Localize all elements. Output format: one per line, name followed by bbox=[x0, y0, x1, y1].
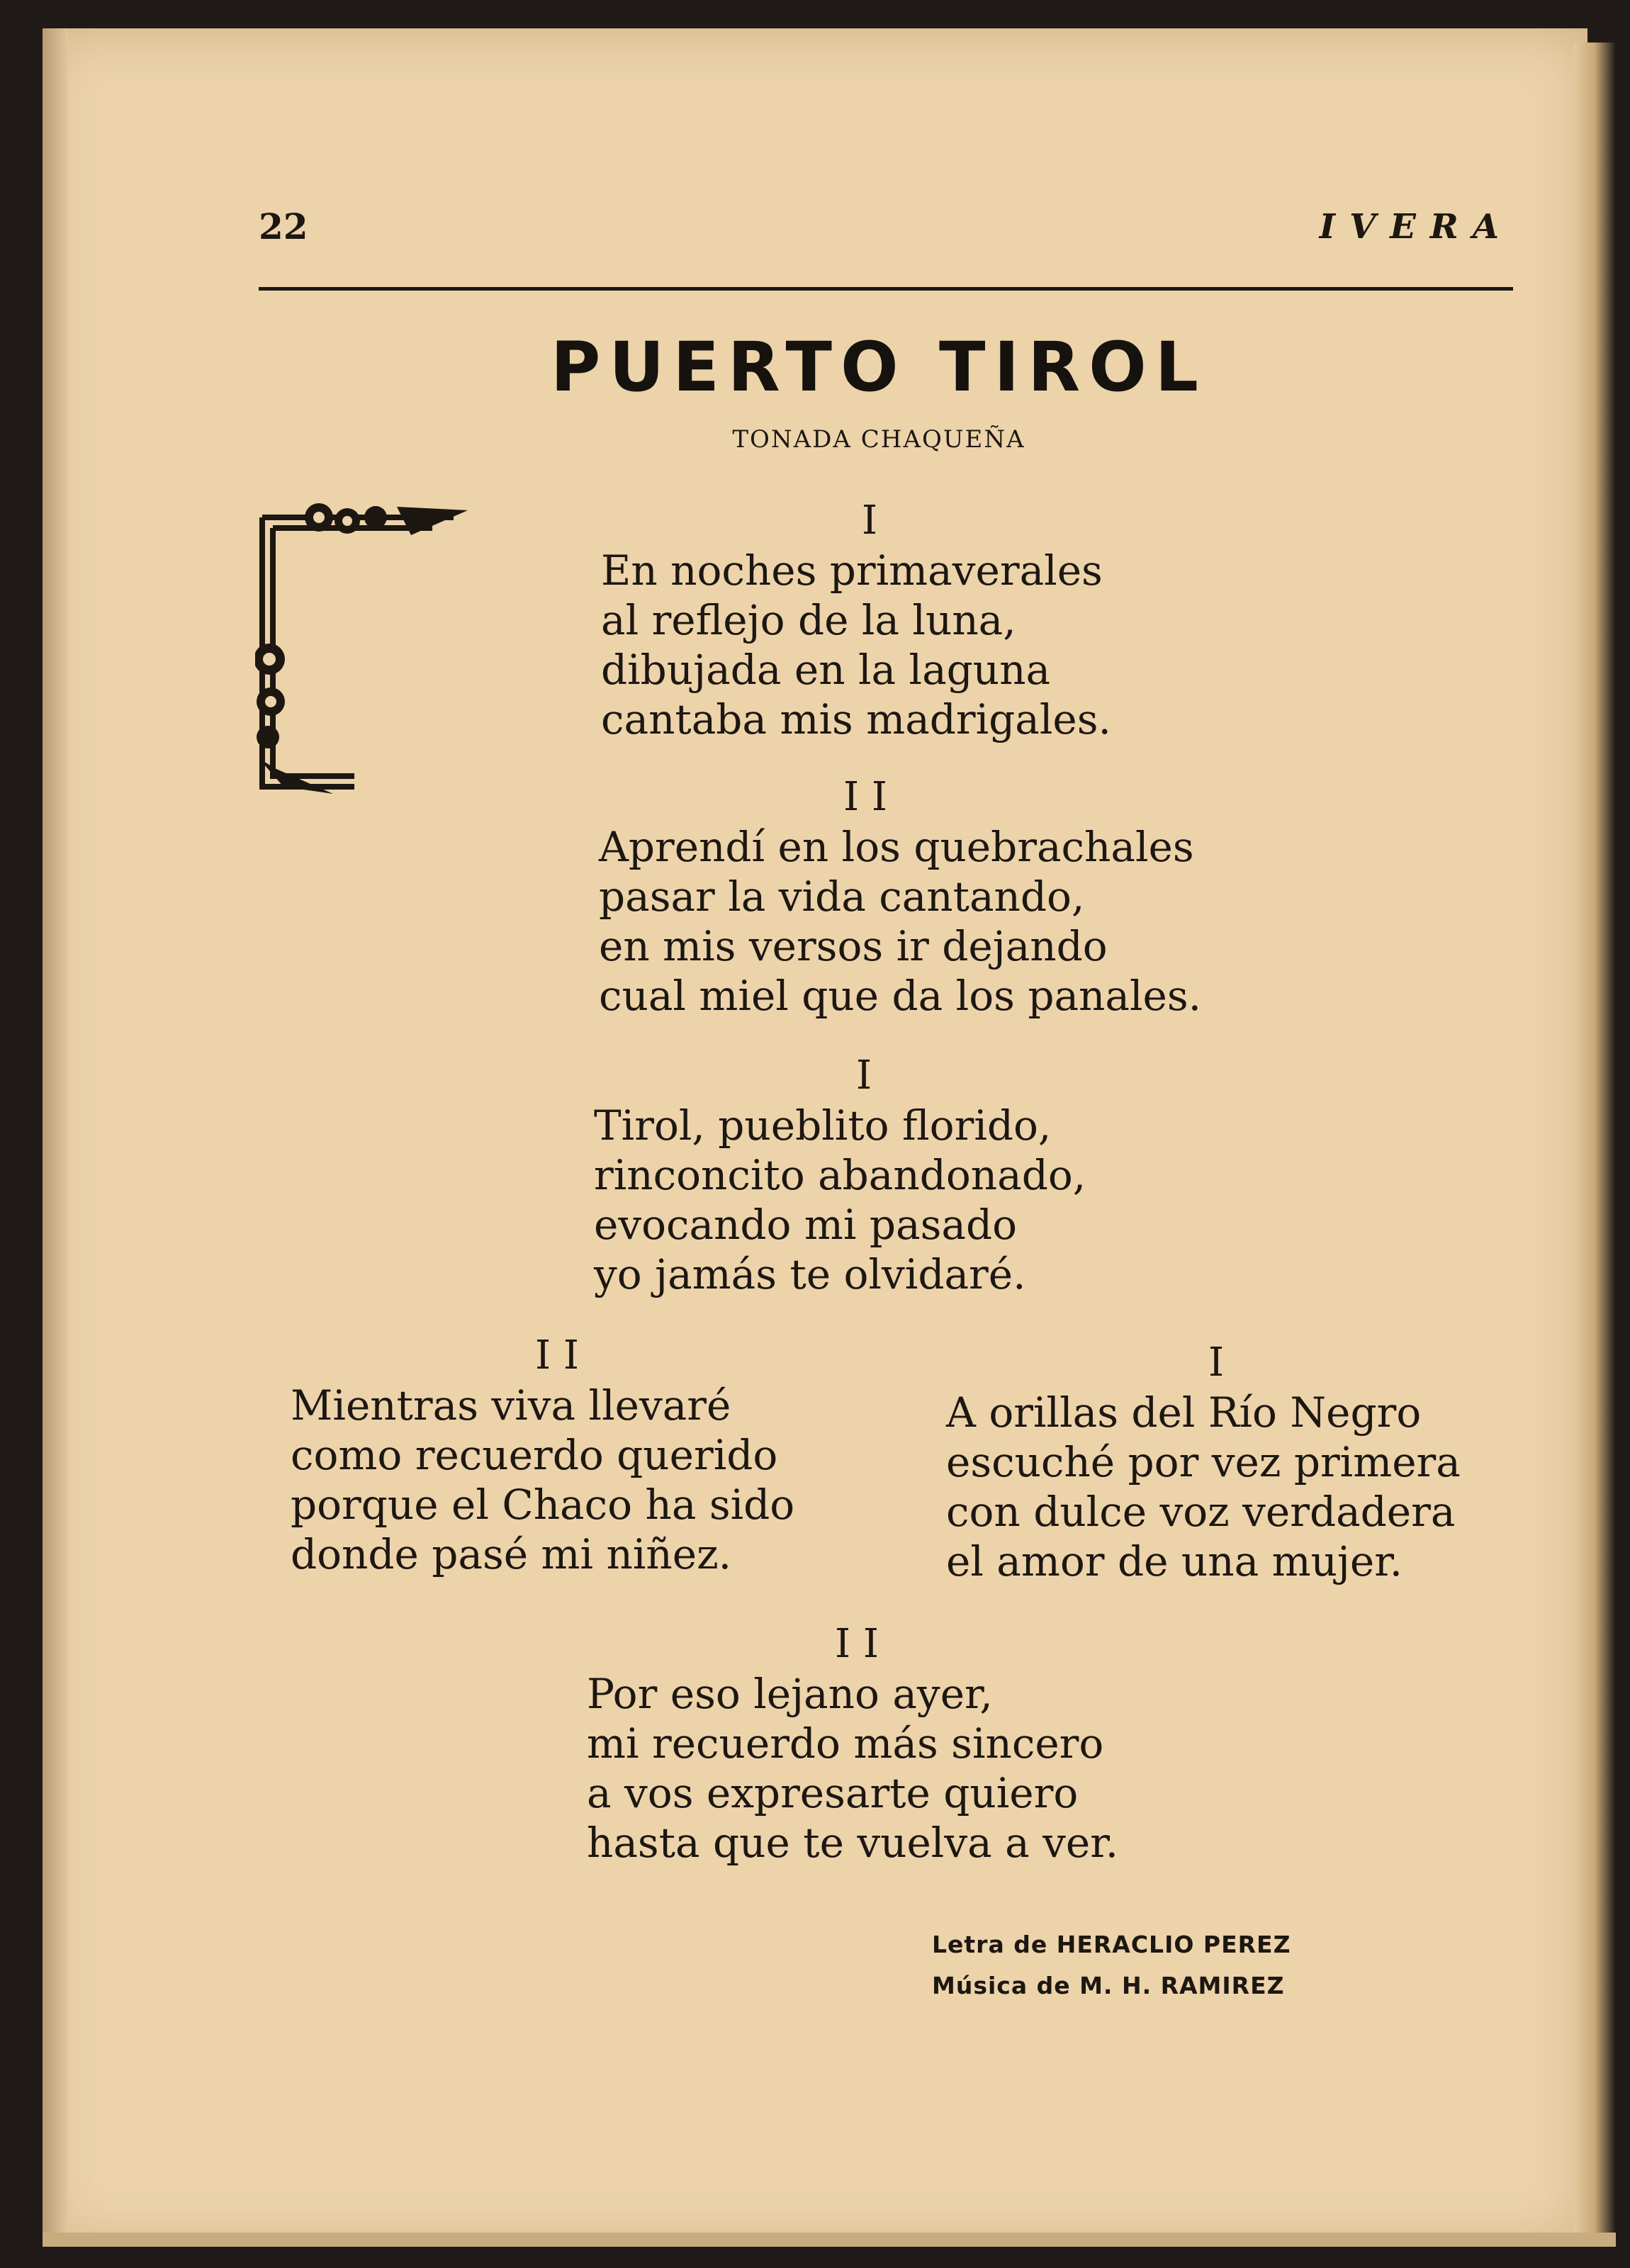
stanza-numeral: I I bbox=[835, 1621, 879, 1667]
page-edge-bottom bbox=[43, 2233, 1616, 2247]
verse-line: cantaba mis madrigales. bbox=[601, 695, 1111, 743]
stanza-1 bbox=[601, 496, 1111, 744]
verse-line: donde pasé mi niñez. bbox=[291, 1530, 732, 1578]
song-credits bbox=[932, 1924, 1291, 2006]
verse-line: el amor de una mujer. bbox=[946, 1537, 1403, 1585]
verse-line: Por eso lejano ayer, bbox=[587, 1670, 993, 1718]
verse-line: En noches primaverales bbox=[601, 546, 1103, 595]
magazine-name: IVERA bbox=[1319, 207, 1513, 247]
stanza-6 bbox=[587, 1619, 1118, 1868]
floral-corner-ornament-icon bbox=[255, 489, 468, 794]
verse-line: como recuerdo querido bbox=[291, 1431, 778, 1479]
lyrics-credit: Letra de HERACLIO PEREZ bbox=[932, 1931, 1291, 1958]
stanza-3 bbox=[594, 1051, 1086, 1299]
verse-line: Mientras viva llevaré bbox=[291, 1381, 731, 1430]
verse-line: rinconcito abandonado, bbox=[594, 1151, 1086, 1199]
verse-line: A orillas del Río Negro bbox=[946, 1388, 1422, 1437]
stanza-5 bbox=[946, 1338, 1461, 1586]
page-number: 22 bbox=[259, 206, 308, 247]
stanza-numeral: I bbox=[856, 1052, 872, 1099]
verse-line: Aprendí en los quebrachales bbox=[599, 823, 1194, 871]
stanza-4 bbox=[291, 1331, 794, 1579]
stanza-numeral: I I bbox=[843, 774, 888, 820]
stanza-numeral: I bbox=[1208, 1340, 1225, 1386]
verse-line: Tirol, pueblito florido, bbox=[594, 1101, 1052, 1150]
verse-line: en mis versos ir dejando bbox=[599, 922, 1108, 970]
stanza-2 bbox=[599, 773, 1201, 1021]
verse-line: pasar la vida cantando, bbox=[599, 872, 1085, 921]
verse-line: a vos expresarte quiero bbox=[587, 1769, 1079, 1817]
song-title: PUERTO TIROL bbox=[551, 327, 1207, 407]
verse-line: al reflejo de la luna, bbox=[601, 596, 1016, 644]
page-header bbox=[259, 206, 1513, 255]
verse-line: porque el Chaco ha sido bbox=[291, 1481, 795, 1529]
song-subtitle: TONADA CHAQUEÑA bbox=[732, 425, 1025, 454]
verse-line: escuché por vez primera bbox=[946, 1438, 1461, 1486]
stanza-numeral: I bbox=[862, 498, 878, 544]
verse-line: con dulce voz verdadera bbox=[946, 1488, 1456, 1536]
verse-line: hasta que te vuelva a ver. bbox=[587, 1819, 1119, 1867]
verse-line: cual miel que da los panales. bbox=[599, 972, 1202, 1020]
verse-line: dibujada en la laguna bbox=[601, 646, 1051, 694]
verse-line: evocando mi pasado bbox=[594, 1201, 1017, 1249]
verse-line: mi recuerdo más sincero bbox=[587, 1719, 1104, 1768]
header-rule bbox=[259, 287, 1513, 291]
stanza-numeral: I I bbox=[535, 1332, 580, 1379]
verse-line: yo jamás te olvidaré. bbox=[594, 1250, 1026, 1298]
music-credit: Música de M. H. RAMIREZ bbox=[932, 1972, 1285, 1999]
